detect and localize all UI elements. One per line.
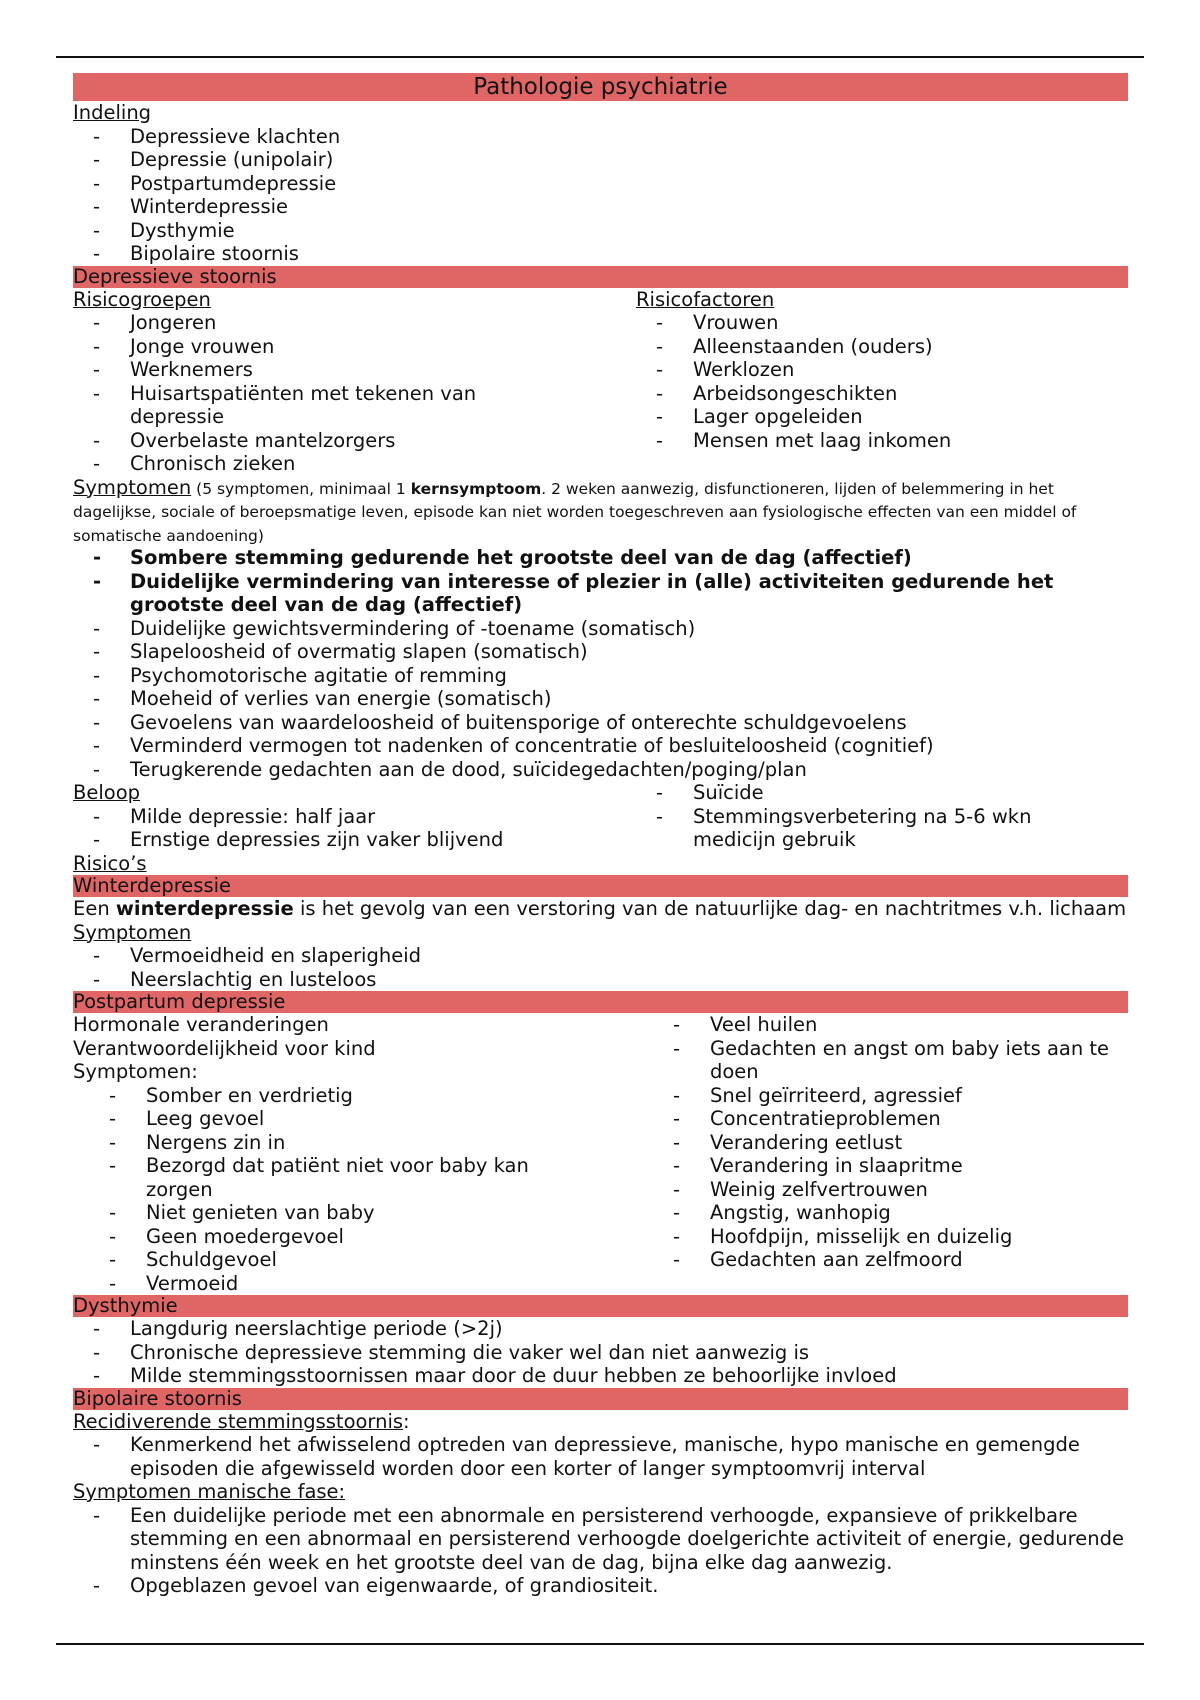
risico-columns — [73, 288, 1128, 476]
list-item: - Leeg gevoel — [73, 1107, 653, 1131]
section-bar-dysthymie: Dysthymie — [73, 1295, 1128, 1317]
list-item: - Verminderd vermogen tot nadenken of concentratie of besluiteloosheid (cognitief) — [73, 734, 1128, 758]
list-item: - Concentratieproblemen — [653, 1107, 1128, 1131]
list-item: - Verandering in slaapritme — [653, 1154, 1128, 1178]
list-item: - Gevoelens van waardeloosheid of buitensporige of onterechte schuldgevoelens — [73, 711, 1128, 735]
postpartum-line: Verantwoordelijkheid voor kind — [73, 1036, 376, 1060]
postpartum-left-column — [73, 1013, 653, 1295]
list-item: - Gedachten aan zelfmoord — [653, 1248, 1128, 1272]
list-item: - Schuldgevoel — [73, 1248, 653, 1272]
list-item: - Slapeloosheid of overmatig slapen (somatisch) — [73, 640, 1128, 664]
winter-symptomen-list — [73, 944, 1128, 991]
list-item: - Milde depressie: half jaar — [73, 805, 636, 829]
list-item: - Lager opgeleiden — [636, 405, 1128, 429]
risicogroepen-list — [73, 311, 636, 476]
symptomen-note-part: . 2 weken aanwezig, disfunctioneren, lijden of belemmering in het dagelijkse, sociale of beroepsmatige leven, episode kan niet worden toegeschreven aan fysiologische effecten van een middel of somatische aandoening) — [73, 479, 1077, 545]
list-item: - Geen moedergevoel — [73, 1225, 653, 1249]
dysthymie-list — [73, 1317, 1128, 1388]
list-item: - Vermoeid — [73, 1272, 653, 1296]
list-item: - Gedachten en angst om baby iets aan te doen — [653, 1037, 1128, 1084]
winterdepressie-intro — [73, 897, 1128, 921]
manisch-heading: Symptomen manische fase: — [73, 1480, 346, 1503]
list-item: - Chronische depressieve stemming die vaker wel dan niet aanwezig is — [73, 1341, 1128, 1365]
symptomen-heading: Symptomen — [73, 475, 192, 499]
list-item: - Dysthymie — [73, 219, 1128, 243]
risicofactoren-list — [636, 311, 1128, 452]
list-item: - Vrouwen — [636, 311, 1128, 335]
winterdepressie-term: winterdepressie — [115, 897, 294, 920]
list-item: - Snel geïrriteerd, agressief — [653, 1084, 1128, 1108]
list-item: - Suïcide — [636, 781, 1128, 805]
list-item: - Angstig, wanhopig — [653, 1201, 1128, 1225]
document-title: Pathologie psychiatrie — [73, 73, 1128, 101]
document-page — [73, 73, 1128, 1598]
postpartum-line: Symptomen: — [73, 1060, 198, 1083]
list-item: - Mensen met laag inkomen — [636, 429, 1128, 453]
postpartum-columns — [73, 1013, 1128, 1295]
postpartum-line: Hormonale veranderingen — [73, 1013, 329, 1036]
postpartum-right-column — [653, 1013, 1128, 1295]
risicofactoren-heading: Risicofactoren — [636, 287, 775, 311]
list-item: - Weinig zelfvertrouwen — [653, 1178, 1128, 1202]
list-item: - Opgeblazen gevoel van eigenwaarde, of grandiositeit. — [73, 1574, 1128, 1598]
list-item: - Huisartspatiënten met tekenen van depressie — [73, 382, 636, 429]
list-item: - Sombere stemming gedurende het grootste deel van de dag (affectief) — [73, 546, 1128, 570]
beloop-right-list — [636, 781, 1128, 852]
postpartum-right-list — [653, 1013, 1128, 1272]
list-item: - Terugkerende gedachten aan de dood, suïcidegedachten/poging/plan — [73, 758, 1128, 782]
list-item: - Bezorgd dat patiënt niet voor baby kan zorgen — [73, 1154, 653, 1201]
symptomen-intro — [73, 476, 1128, 547]
list-item: - Arbeidsongeschikten — [636, 382, 1128, 406]
list-item: - Overbelaste mantelzorgers — [73, 429, 636, 453]
list-item: - Werknemers — [73, 358, 636, 382]
recidiverend-colon: : — [403, 1409, 410, 1433]
section-bar-bipolair: Bipolaire stoornis — [73, 1388, 1128, 1410]
list-item: - Postpartumdepressie — [73, 172, 1128, 196]
symptomen-list — [73, 546, 1128, 781]
postpartum-left-list — [73, 1084, 653, 1296]
list-item: - Winterdepressie — [73, 195, 1128, 219]
section-bar-winterdepressie: Winterdepressie — [73, 875, 1128, 897]
list-item: - Bipolaire stoornis — [73, 242, 1128, 266]
list-item: - Een duidelijke periode met een abnormale en persisterend verhoogde, expansieve of prikkelbare stemming en een abnormaal en persisterend verhoogde doelgerichte activiteit of energie, gedurende minstens één week en het grootste deel van de dag, bijna elke dag aanwezig. — [73, 1504, 1128, 1575]
list-item: - Niet genieten van baby — [73, 1201, 653, 1225]
section-bar-postpartum: Postpartum depressie — [73, 991, 1128, 1013]
winter-symptomen-heading: Symptomen — [73, 920, 192, 944]
list-item: - Langdurig neerslachtige periode (>2j) — [73, 1317, 1128, 1341]
list-item: - Neerslachtig en lusteloos — [73, 968, 1128, 992]
list-item: - Nergens zin in — [73, 1131, 653, 1155]
indeling-list — [73, 125, 1128, 266]
bottom-rule — [56, 1643, 1144, 1645]
list-item: - Duidelijke gewichtsvermindering of -toename (somatisch) — [73, 617, 1128, 641]
indeling-heading: Indeling — [73, 101, 152, 124]
list-item: - Jonge vrouwen — [73, 335, 636, 359]
recidiverend-line — [73, 1410, 1128, 1434]
symptomen-note — [73, 480, 1076, 545]
list-item: - Psychomotorische agitatie of remming — [73, 664, 1128, 688]
list-item: - Hoofdpijn, misselijk en duizelig — [653, 1225, 1128, 1249]
list-item: - Veel huilen — [653, 1013, 1128, 1037]
list-item: - Jongeren — [73, 311, 636, 335]
symptomen-note-part: (5 symptomen, minimaal 1 — [191, 479, 411, 498]
list-item: - Kenmerkend het afwisselend optreden van depressieve, manische, hypo manische en gemengde episoden die afgewisseld worden door een korter of langer symptoomvrij interval — [73, 1433, 1128, 1480]
risicogroepen-heading: Risicogroepen — [73, 287, 211, 311]
risicos-heading: Risico’s — [73, 851, 147, 875]
manisch-list — [73, 1504, 1128, 1598]
beloop-list — [73, 805, 636, 852]
recidiverend-heading: Recidiverende stemmingsstoornis — [73, 1409, 404, 1433]
kernsymptoom-term: kernsymptoom — [410, 479, 542, 498]
risicofactoren-column — [636, 288, 1128, 476]
list-item: - Verandering eetlust — [653, 1131, 1128, 1155]
list-item: - Ernstige depressies zijn vaker blijvend — [73, 828, 636, 852]
beloop-columns — [73, 781, 1128, 852]
top-rule — [56, 56, 1144, 58]
intro-part: Een — [73, 897, 116, 920]
recidiverend-list — [73, 1433, 1128, 1480]
beloop-right-column — [636, 781, 1128, 852]
section-bar-depressieve-stoornis: Depressieve stoornis — [73, 266, 1128, 288]
beloop-column — [73, 781, 636, 852]
list-item: - Moeheid of verlies van energie (somatisch) — [73, 687, 1128, 711]
list-item: - Alleenstaanden (ouders) — [636, 335, 1128, 359]
list-item: - Vermoeidheid en slaperigheid — [73, 944, 1128, 968]
intro-part: is het gevolg van een verstoring van de natuurlijke dag- en nachtritmes v.h. lichaam — [293, 897, 1127, 920]
list-item: - Somber en verdrietig — [73, 1084, 653, 1108]
list-item: - Milde stemmingsstoornissen maar door de duur hebben ze behoorlijke invloed — [73, 1364, 1128, 1388]
list-item: - Depressieve klachten — [73, 125, 1128, 149]
list-item: - Duidelijke vermindering van interesse of plezier in (alle) activiteiten gedurende het grootste deel van de dag (affectief) — [73, 570, 1128, 617]
list-item: - Stemmingsverbetering na 5-6 wkn medicijn gebruik — [636, 805, 1128, 852]
list-item: - Chronisch zieken — [73, 452, 636, 476]
risicogroepen-column — [73, 288, 636, 476]
beloop-heading: Beloop — [73, 781, 141, 804]
list-item: - Depressie (unipolair) — [73, 148, 1128, 172]
list-item: - Werklozen — [636, 358, 1128, 382]
